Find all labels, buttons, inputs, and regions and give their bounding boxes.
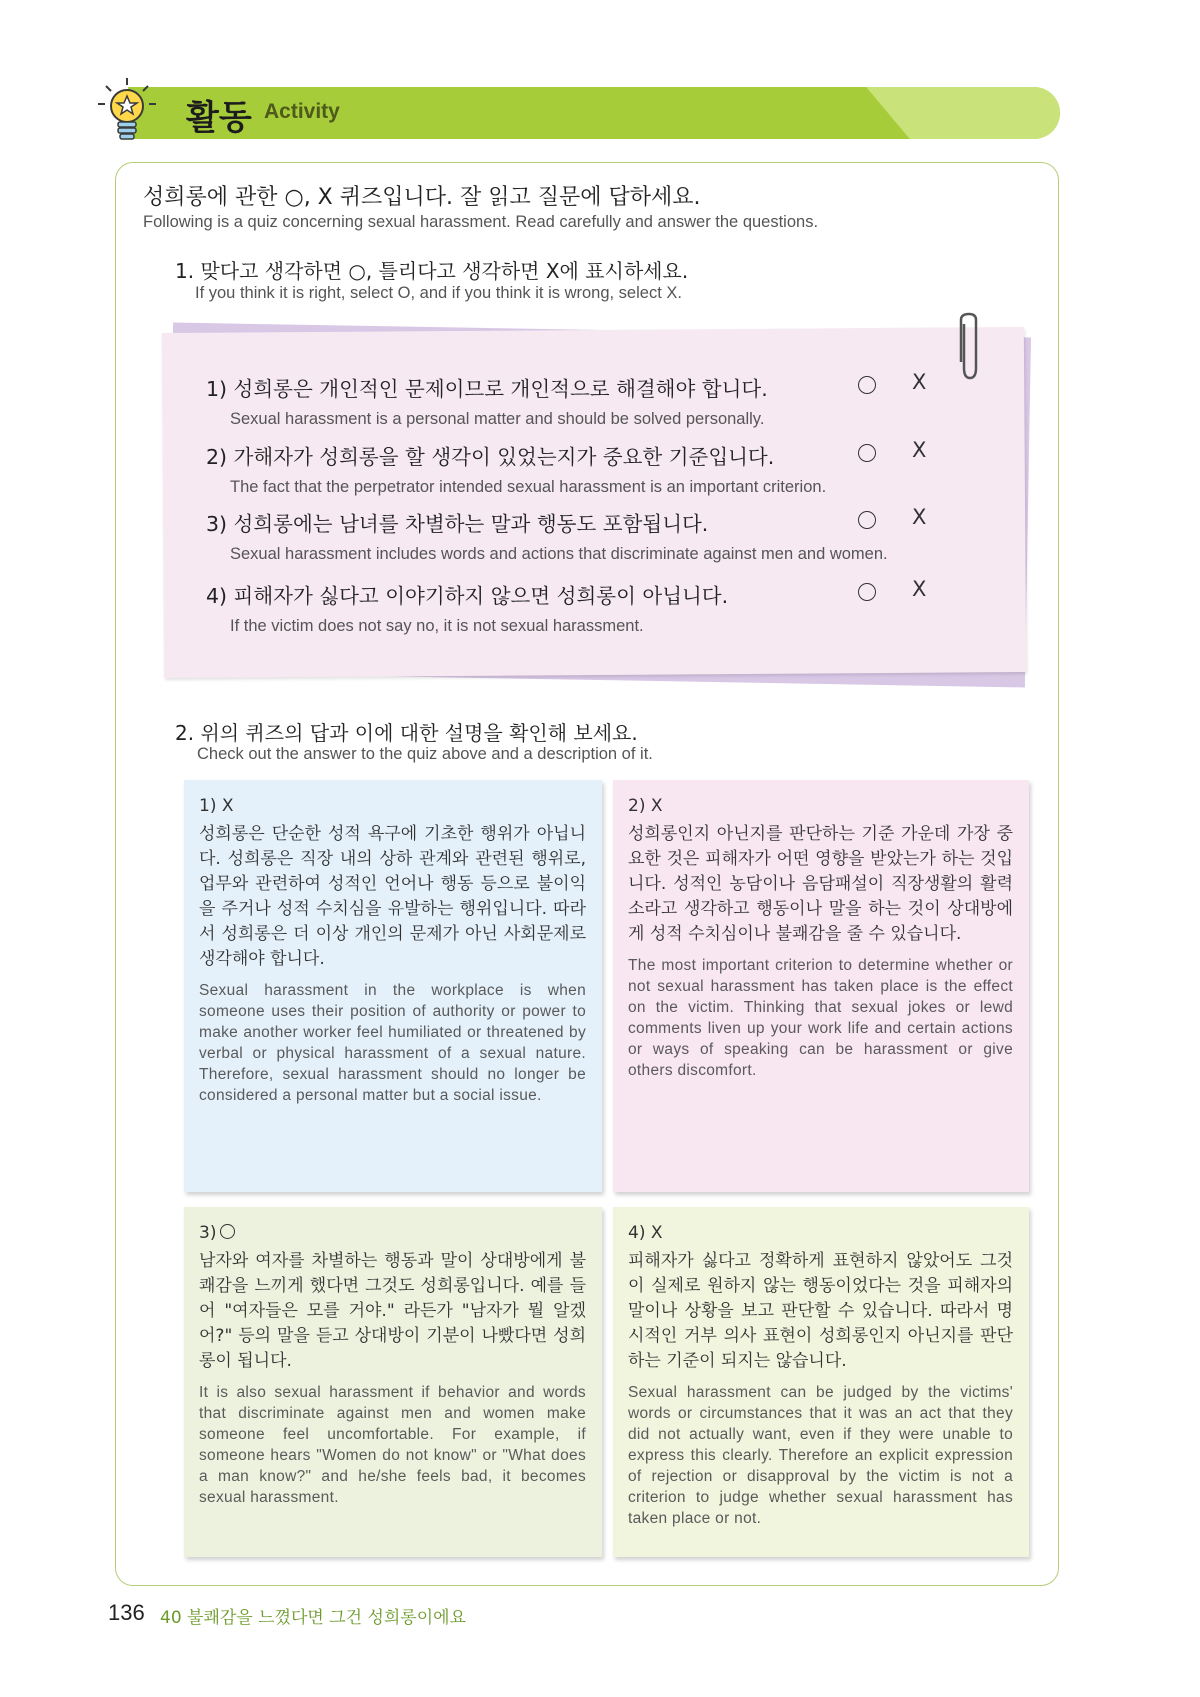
answer-label-row	[199, 1223, 586, 1243]
question1-english: If you think it is right, select O, and if you think it is wrong, select X.	[195, 284, 682, 302]
answer-english: Sexual harassment in the workplace is when someone uses their position of authority or power to make another worker feel humiliated or threatened by verbal or physical harassment of a sexual nature. Therefore, sexual harassment should no longer be considered a personal matter but a social issue.	[199, 982, 586, 1104]
option-x[interactable]: X	[912, 577, 927, 601]
quiz-translation: Sexual harassment includes words and actions that discriminate against men and women.	[230, 545, 888, 563]
quiz-item-4	[206, 579, 1006, 636]
option-x[interactable]: X	[912, 370, 927, 394]
quiz-statement: 4) 피해자가 싫다고 이야기하지 않으면 성희롱이 아닙니다.	[206, 584, 729, 608]
quiz-statement: 2) 가해자가 성희롱을 할 생각이 있었는지가 중요한 기준입니다.	[206, 445, 775, 469]
quiz-statement: 1) 성희롱은 개인적인 문제이므로 개인적으로 해결해야 합니다.	[206, 377, 768, 401]
answer-label: 3)	[199, 1223, 217, 1243]
section-subtitle: Activity	[264, 100, 340, 123]
chapter-title: 40 불쾌감을 느꼈다면 그건 성희롱이에요	[160, 1608, 466, 1628]
question2-korean: 2. 위의 퀴즈의 답과 이에 대한 설명을 확인해 보세요.	[175, 721, 638, 745]
answer-note-4	[613, 1207, 1029, 1557]
quiz-item-1	[206, 372, 1006, 429]
answer-english: Sexual harassment can be judged by the victims' words or circumstances that it was an act that they did not actually want, even if they were unable to express this clearly. Therefore an explicit expression of rejection or disapproval by the victim is not a criterion to judge whether sexual harassment has taken place or not.	[628, 1384, 1013, 1527]
quiz-item-3	[206, 507, 1006, 564]
option-x[interactable]: X	[912, 438, 927, 462]
answer-label: 4) X	[628, 1223, 663, 1243]
answer-label: 2) X	[628, 796, 663, 816]
answer-korean: 피해자가 싫다고 정확하게 표현하지 않았어도 그것이 실제로 원하지 않는 행동이었다는 것을 피해자의 말이나 상황을 보고 판단할 수 있습니다. 따라서 명시적인 거부 의사 표현이 성희롱인지 아닌지를 판단하는 기준이 되지는 않습니다.	[628, 1251, 1013, 1371]
answer-note-3	[184, 1207, 602, 1557]
answer-english: It is also sexual harassment if behavior and words that discriminate against men and women make someone feel uncomfortable. For example, if someone hears "Women do not know" or "What does a man know?" and he/she feels bad, it becomes sexual harassment.	[199, 1384, 586, 1506]
option-o[interactable]	[858, 444, 876, 462]
answer-note-1	[184, 780, 602, 1192]
intro-korean: 성희롱에 관한 ○, X 퀴즈입니다. 잘 읽고 질문에 답하세요.	[143, 185, 701, 210]
intro-english: Following is a quiz concerning sexual harassment. Read carefully and answer the questions.	[143, 213, 819, 231]
answer-korean: 성희롱인지 아닌지를 판단하는 기준 가운데 가장 중요한 것은 피해자가 어떤 영향을 받았는가 하는 것입니다. 성적인 농담이나 음담패설이 직장생활의 활력소라고 생각하고 행동이나 말을 하는 것이 상대방에게 성적 수치심이나 불쾌감을 줄 수 있습니다.	[628, 824, 1013, 944]
quiz-item-2	[206, 440, 1006, 497]
quiz-translation: Sexual harassment is a personal matter and should be solved personally.	[230, 410, 765, 428]
section-banner	[128, 87, 1060, 139]
quiz-translation: The fact that the perpetrator intended sexual harassment is an important criterion.	[230, 478, 827, 496]
quiz-statement: 3) 성희롱에는 남녀를 차별하는 말과 행동도 포함됩니다.	[206, 512, 709, 536]
lightbulb-icon	[96, 76, 158, 146]
answer-korean: 성희롱은 단순한 성적 욕구에 기초한 행위가 아닙니다. 성희롱은 직장 내의 상하 관계와 관련된 행위로, 업무와 관련하여 성적인 언어나 행동 등으로 불이익을 주거나 성적 수치심을 유발하는 행위입니다. 따라서 성희롱은 더 이상 개인의 문제가 아닌 사회문제로 생각해야 합니다.	[199, 824, 586, 969]
page-number: 136	[108, 1600, 145, 1625]
answer-english: The most important criterion to determine whether or not sexual harassment has taken place is the effect on the victim. Thinking that sexual jokes or lewd comments liven up your work life and certain actions or ways of speaking can be harassment or give others discomfort.	[628, 957, 1013, 1079]
quiz-translation: If the victim does not say no, it is not sexual harassment.	[230, 617, 644, 635]
option-o[interactable]	[858, 376, 876, 394]
question1-korean: 1. 맞다고 생각하면 ○, 틀리다고 생각하면 X에 표시하세요.	[175, 259, 689, 283]
option-o[interactable]	[858, 511, 876, 529]
o-mark-icon	[220, 1224, 235, 1239]
question2-english: Check out the answer to the quiz above and a description of it.	[197, 745, 653, 763]
option-x[interactable]: X	[912, 505, 927, 529]
option-o[interactable]	[858, 583, 876, 601]
banner-stripe	[866, 87, 1060, 139]
section-title: 활동	[186, 98, 252, 138]
answer-label: 1) X	[199, 796, 234, 816]
answer-note-2	[613, 780, 1029, 1192]
answer-korean: 남자와 여자를 차별하는 행동과 말이 상대방에게 불쾌감을 느끼게 했다면 그것도 성희롱입니다. 예를 들어 "여자들은 모를 거야." 라든가 "남자가 뭘 알겠어?" 등의 말을 듣고 상대방이 기분이 나빴다면 성희롱이 됩니다.	[199, 1251, 586, 1371]
